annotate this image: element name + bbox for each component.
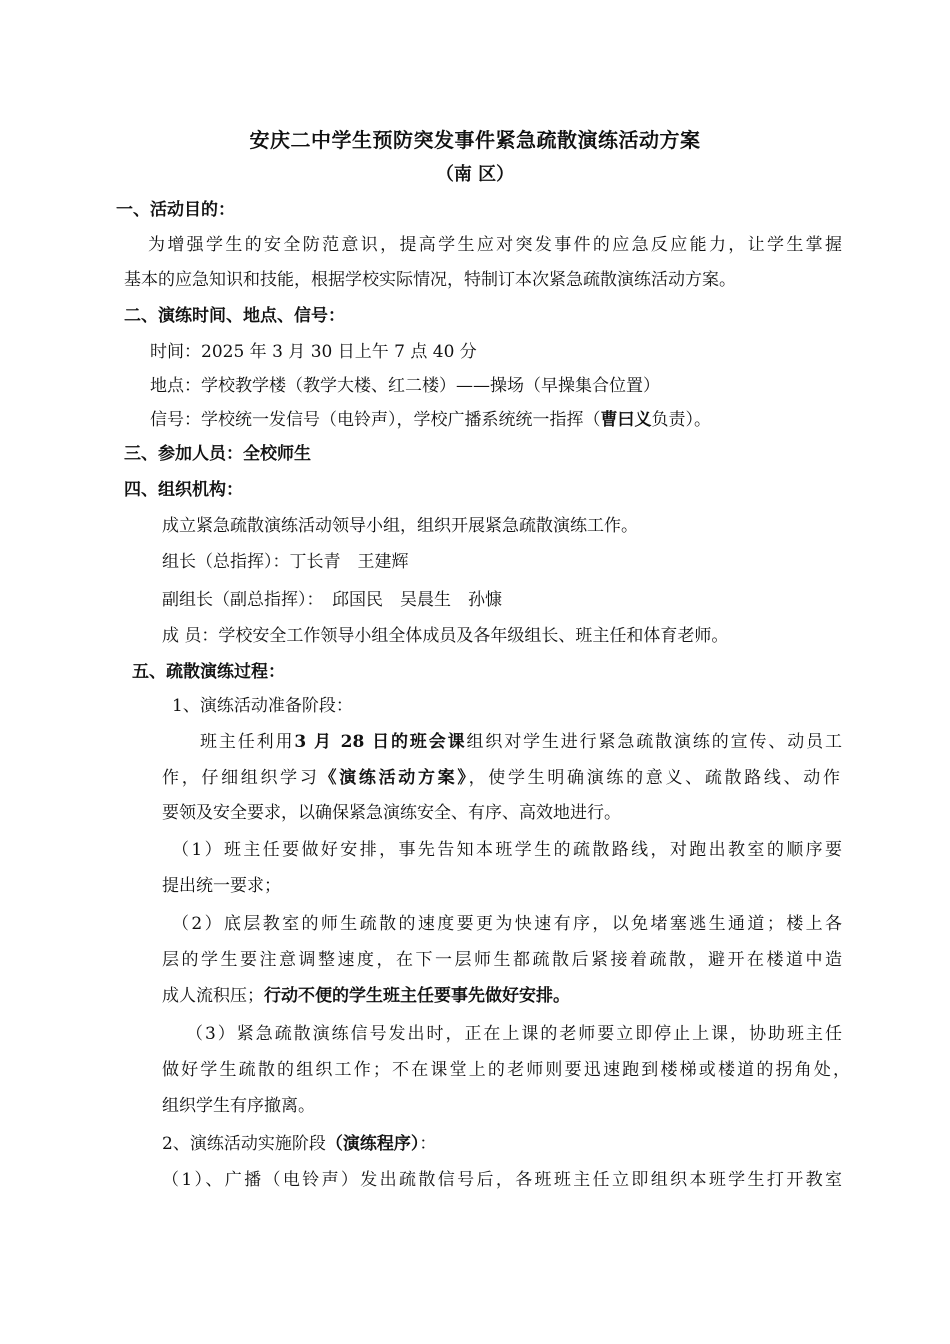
procedure-step-1: （1）、广播（电铃声）发出疏散信号后，各班班主任立即组织本班学生打开教室 <box>162 1170 842 1190</box>
section-heading-process: 五、疏散演练过程： <box>132 662 285 682</box>
list-item-3-cont: 做好学生疏散的组织工作；不在课堂上的老师则要迅速跑到楼梯或楼道的拐角处， <box>162 1060 850 1080</box>
drill-place: 地点：学校教学楼（教学大楼、红二楼）——操场（早操集合位置） <box>150 376 660 396</box>
paragraph-line: 班主任利用3 月 28 日的班会课组织对学生进行紧急疏散演练的宣传、动员工 <box>200 732 843 752</box>
paragraph-line: 成立紧急疏散演练活动领导小组，组织开展紧急疏散演练工作。 <box>162 516 638 536</box>
list-item-2-cont: 层的学生要注意调整速度，在下一层师生都疏散后紧接着疏散，避开在楼道中造 <box>162 950 842 970</box>
document-title: 安庆二中学生预防突发事件紧急疏散演练活动方案 <box>249 128 701 152</box>
list-item-3-end: 组织学生有序撤离。 <box>162 1096 315 1116</box>
group-leader: 组长（总指挥）：丁长青 王建辉 <box>162 552 409 572</box>
list-item-2-end: 成人流积压；行动不便的学生班主任要事先做好安排。 <box>162 986 570 1006</box>
section-heading-purpose: 一、活动目的： <box>116 200 235 220</box>
section-heading-participants: 三、参加人员：全校师生 <box>124 444 311 464</box>
drill-signal <box>150 408 711 432</box>
list-item-2: （2）底层教室的师生疏散的速度要更为快速有序，以免堵塞逃生通道；楼上各 <box>172 914 842 934</box>
vice-leader: 副组长（副总指挥）： 邱国民 吴晨生 孙慷 <box>162 590 502 610</box>
class-meeting-date: 3 月 28 日的班会课 <box>294 732 467 752</box>
signal-text: 信号：学校统一发信号（电铃声），学校广播系统统一指挥（ <box>150 410 601 430</box>
special-needs-note: 行动不便的学生班主任要事先做好安排。 <box>264 986 570 1006</box>
paragraph-line: 为增强学生的安全防范意识，提高学生应对突发事件的应急反应能力，让学生掌握 <box>148 235 842 255</box>
stage-preparation: 1、演练活动准备阶段： <box>172 696 353 716</box>
list-item-1: （1）班主任要做好安排，事先告知本班学生的疏散路线，对跑出教室的顺序要 <box>172 840 842 860</box>
drill-time: 时间：2025 年 3 月 30 日上午 7 点 40 分 <box>150 342 477 362</box>
paragraph-line: 基本的应急知识和技能，根据学校实际情况，特制订本次紧急疏散演练活动方案。 <box>124 270 736 290</box>
plan-document-name: 《演练活动方案》 <box>319 768 469 788</box>
stage-implementation: 2、演练活动实施阶段（演练程序）： <box>162 1134 437 1154</box>
paragraph-line: 要领及安全要求，以确保紧急演练安全、有序、高效地进行。 <box>162 803 621 823</box>
list-item-1-cont: 提出统一要求； <box>162 876 281 896</box>
section-heading-organization: 四、组织机构： <box>124 480 243 500</box>
drill-procedure-label: （演练程序） <box>325 1134 420 1154</box>
signal-text-end: 负责）。 <box>651 410 711 430</box>
section-heading-time-place: 二、演练时间、地点、信号： <box>124 306 345 326</box>
group-members: 成 员：学校安全工作领导小组全体成员及各年级组长、班主任和体育老师。 <box>162 626 729 646</box>
document-subtitle: （南 区） <box>435 164 515 185</box>
paragraph-line: 作，仔细组织学习《演练活动方案》，使学生明确演练的意义、疏散路线、动作 <box>162 768 841 788</box>
list-item-3: （3）紧急疏散演练信号发出时，正在上课的老师要立即停止上课，协助班主任 <box>186 1024 842 1044</box>
signal-person: 曹曰义 <box>600 410 652 430</box>
